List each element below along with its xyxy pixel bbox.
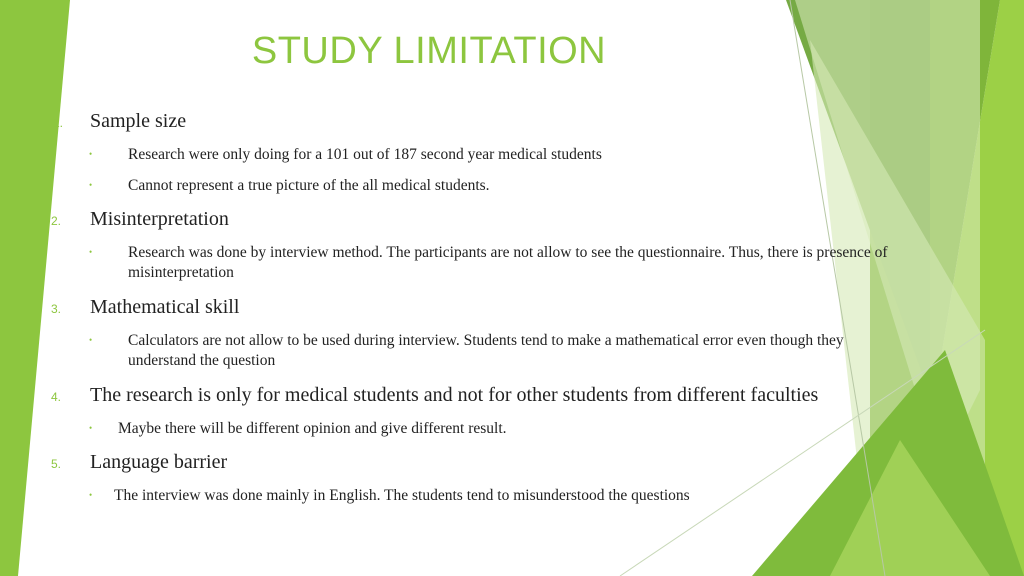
bullet-symbol: •: [89, 490, 93, 500]
item-heading-mathematical-skill: Mathematical skill: [90, 296, 240, 318]
sub-point: Cannot represent a true picture of the all medical students.: [128, 177, 490, 194]
item-heading-misinterpretation: Misinterpretation: [90, 208, 229, 230]
sub-point: The interview was done mainly in English. The students tend to misunderstood the questions: [114, 487, 690, 504]
bullet-symbol: •: [89, 180, 93, 190]
sub-point-line: Calculators are not allow to be used during interview. Students tend to make a mathematical error even though they: [128, 332, 844, 349]
item-number: 3.: [51, 302, 62, 316]
sub-point: Research were only doing for a 101 out of 187 second year medical students: [128, 146, 602, 163]
sub-point-line: Research was done by interview method. The participants are not allow to see the questionnaire. Thus, there is presence of: [128, 244, 888, 261]
bullet-symbol: •: [89, 247, 93, 257]
item-number: 1.: [53, 116, 64, 130]
item-heading-language-barrier: Language barrier: [90, 451, 228, 473]
bullet-symbol: •: [89, 335, 93, 345]
item-number: 5.: [51, 457, 62, 471]
sub-point: Maybe there will be different opinion and give different result.: [118, 420, 507, 437]
item-heading-research-scope: The research is only for medical students and not for other students from different faculties: [90, 384, 819, 406]
item-heading-sample-size: Sample size: [90, 110, 187, 132]
sub-point-line: understand the question: [128, 352, 276, 369]
item-number: 2.: [51, 214, 62, 228]
bullet-symbol: •: [89, 423, 93, 433]
bullet-symbol: •: [89, 149, 93, 159]
sub-point-line: misinterpretation: [128, 264, 234, 281]
slide-title: STUDY LIMITATION: [251, 30, 607, 72]
item-number: 4.: [51, 390, 62, 404]
